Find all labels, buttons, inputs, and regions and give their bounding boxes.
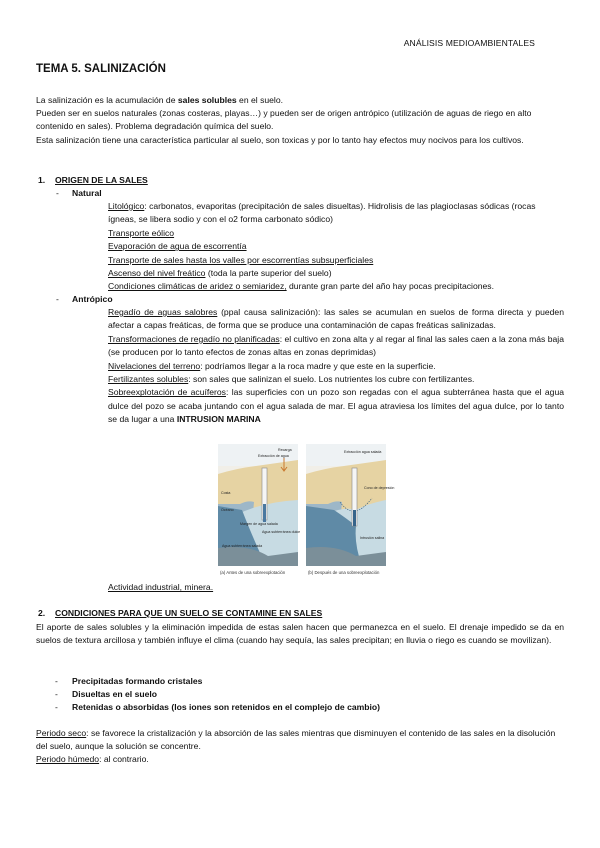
section-1-number: 1.	[38, 175, 46, 185]
section-2-number: 2.	[38, 608, 46, 618]
label-a-extraccion: Extracción de agua	[258, 454, 289, 458]
natural-dash: -	[56, 188, 59, 198]
label-a-salada: Agua subterránea salada	[222, 544, 263, 548]
intrusion-marina-term: INTRUSION MARINA	[176, 414, 261, 425]
page-title: TEMA 5. SALINIZACIÓN	[36, 63, 166, 75]
natural-label: Natural	[72, 188, 102, 198]
natural-item: Litológico: carbonatos, evaporitas (precipitación de sales disueltas). Hidrolisis de las plagioclasas sódicas (rocas ígneas, se libera sodio y con el o2 forma carbonato sódico)	[108, 201, 536, 225]
intro-paragraph-2: Pueden ser en suelos naturales (zonas costeras, playas…) y pueden ser de origen antrópico (utilización de aguas de riego en alto contenido en sales). Problema degradación química del suelo.	[36, 108, 532, 132]
saltwater-intrusion-figure	[218, 444, 395, 582]
antropico-item: Fertilizantes solubles: son sales que salinizan el suelo. Los nutrientes los cubre con fertilizantes.	[108, 374, 475, 385]
periodo-humedo-term: Periodo húmedo	[36, 754, 100, 764]
panel-after-drawing	[306, 444, 386, 566]
caption-a: (a) Antes de una sobreexplotación	[220, 570, 286, 575]
antropico-item: Transformaciones de regadío no planificadas: el cultivo en zona alta y al regar al final las sales caen a la zona más baja (se producen por lo tanto efectos de zonas altas en zonas deprimidas)	[108, 333, 564, 358]
panel-before	[218, 444, 301, 566]
running-header: ANÁLISIS MEDIOAMBIENTALES	[403, 38, 535, 48]
label-a-costa: Costa	[221, 491, 231, 495]
list-item: - Retenidas o absorbidas (los iones son retenidos en el complejo de cambio)	[55, 702, 381, 712]
natural-item: Ascenso del nivel freático (toda la parte superior del suelo)	[108, 268, 332, 279]
antropico-label: Antrópico	[72, 294, 113, 304]
label-a-recarga: Recarga	[278, 448, 292, 452]
label-a-margen: Margen de agua salada	[240, 522, 278, 526]
natural-item: Transporte de sales hasta los valles por escorrentías subsuperficiales	[108, 254, 374, 265]
intro-bold-term: sales solubles	[177, 95, 237, 105]
caption-b: (b) Después de una sobreexplotación	[308, 570, 380, 575]
natural-item: Condiciones climáticas de aridez o semiaridez, durante gran parte del año hay pocas precipitaciones.	[108, 281, 494, 292]
label-b-intrusion: Intrusión salina	[360, 536, 385, 540]
antropico-item: Regadío de aguas salobres (ppal causa salinización): las sales se acumulan en suelos de forma directa y pueden afectar a capas freáticas, de forma que se produce una contaminación de capas freáticas salinizadas.	[108, 307, 564, 331]
section-2-paragraph: El aporte de sales solubles y la eliminación impedida de estas salen hacen que permanezca en el suelo. El drenaje impedido se da en suelos de textura arcillosa y también influye el clima (cuando hay sequía, las sales precipitan; en lluvia o riego es cuando se movilizan).	[36, 622, 564, 646]
panel-after	[306, 444, 395, 566]
antropico-item: Nivelaciones del terreno: podríamos llegar a la roca madre y que este en la superficie.	[108, 360, 436, 371]
natural-item: Transporte eólico	[108, 227, 175, 238]
label-a-dulce: Agua subterránea dulce	[262, 530, 301, 534]
list-item: - Disueltas en el suelo	[55, 689, 158, 699]
list-item: - Precipitadas formando cristales	[55, 676, 203, 686]
periodo-seco: Periodo seco: se favorece la cristalización y la absorción de las sales mientras que disminuyen el contenido de las sales en la disolución del suelo, aunque la solución se concentre.	[36, 728, 556, 752]
salt-forms-list	[55, 676, 475, 715]
section-2-title: CONDICIONES PARA QUE UN SUELO SE CONTAMINE EN SALES	[55, 608, 323, 618]
periodo-seco-term: Periodo seco	[36, 728, 87, 738]
natural-item: Evaporación de agua de escorrentía	[108, 241, 247, 252]
intro-line-1: La salinización es la acumulación de sales solubles en el suelo.	[36, 95, 283, 105]
intro-paragraph-3: Esta salinización tiene una característica particular al suelo, son toxicas y por lo tanto hay efectos muy nocivos para los cultivos.	[36, 135, 524, 145]
label-b-extraccion: Extracción agua salada	[344, 450, 382, 454]
antropico-list	[108, 306, 564, 427]
natural-list	[108, 200, 564, 294]
periodo-humedo: Periodo húmedo: al contrario.	[36, 754, 149, 764]
antropico-dash: -	[56, 294, 59, 304]
antropico-item: Sobreexplotación de acuíferos: las superficies con un pozo son regadas con el agua subterránea hasta que el agua dulce del pozo se acaba juntando con el agua salada de mar. El agua atraviesa los límites del agua dulce, por lo tanto se da lugar a una INTRUSION MARINA	[108, 387, 565, 425]
actividad-industrial: Actividad industrial, minera.	[108, 582, 214, 592]
label-b-cono: Cono de depresión	[364, 486, 395, 490]
label-a-oceano: Océano	[221, 508, 234, 512]
section-1-title: ORIGEN DE LA SALES	[55, 175, 148, 185]
